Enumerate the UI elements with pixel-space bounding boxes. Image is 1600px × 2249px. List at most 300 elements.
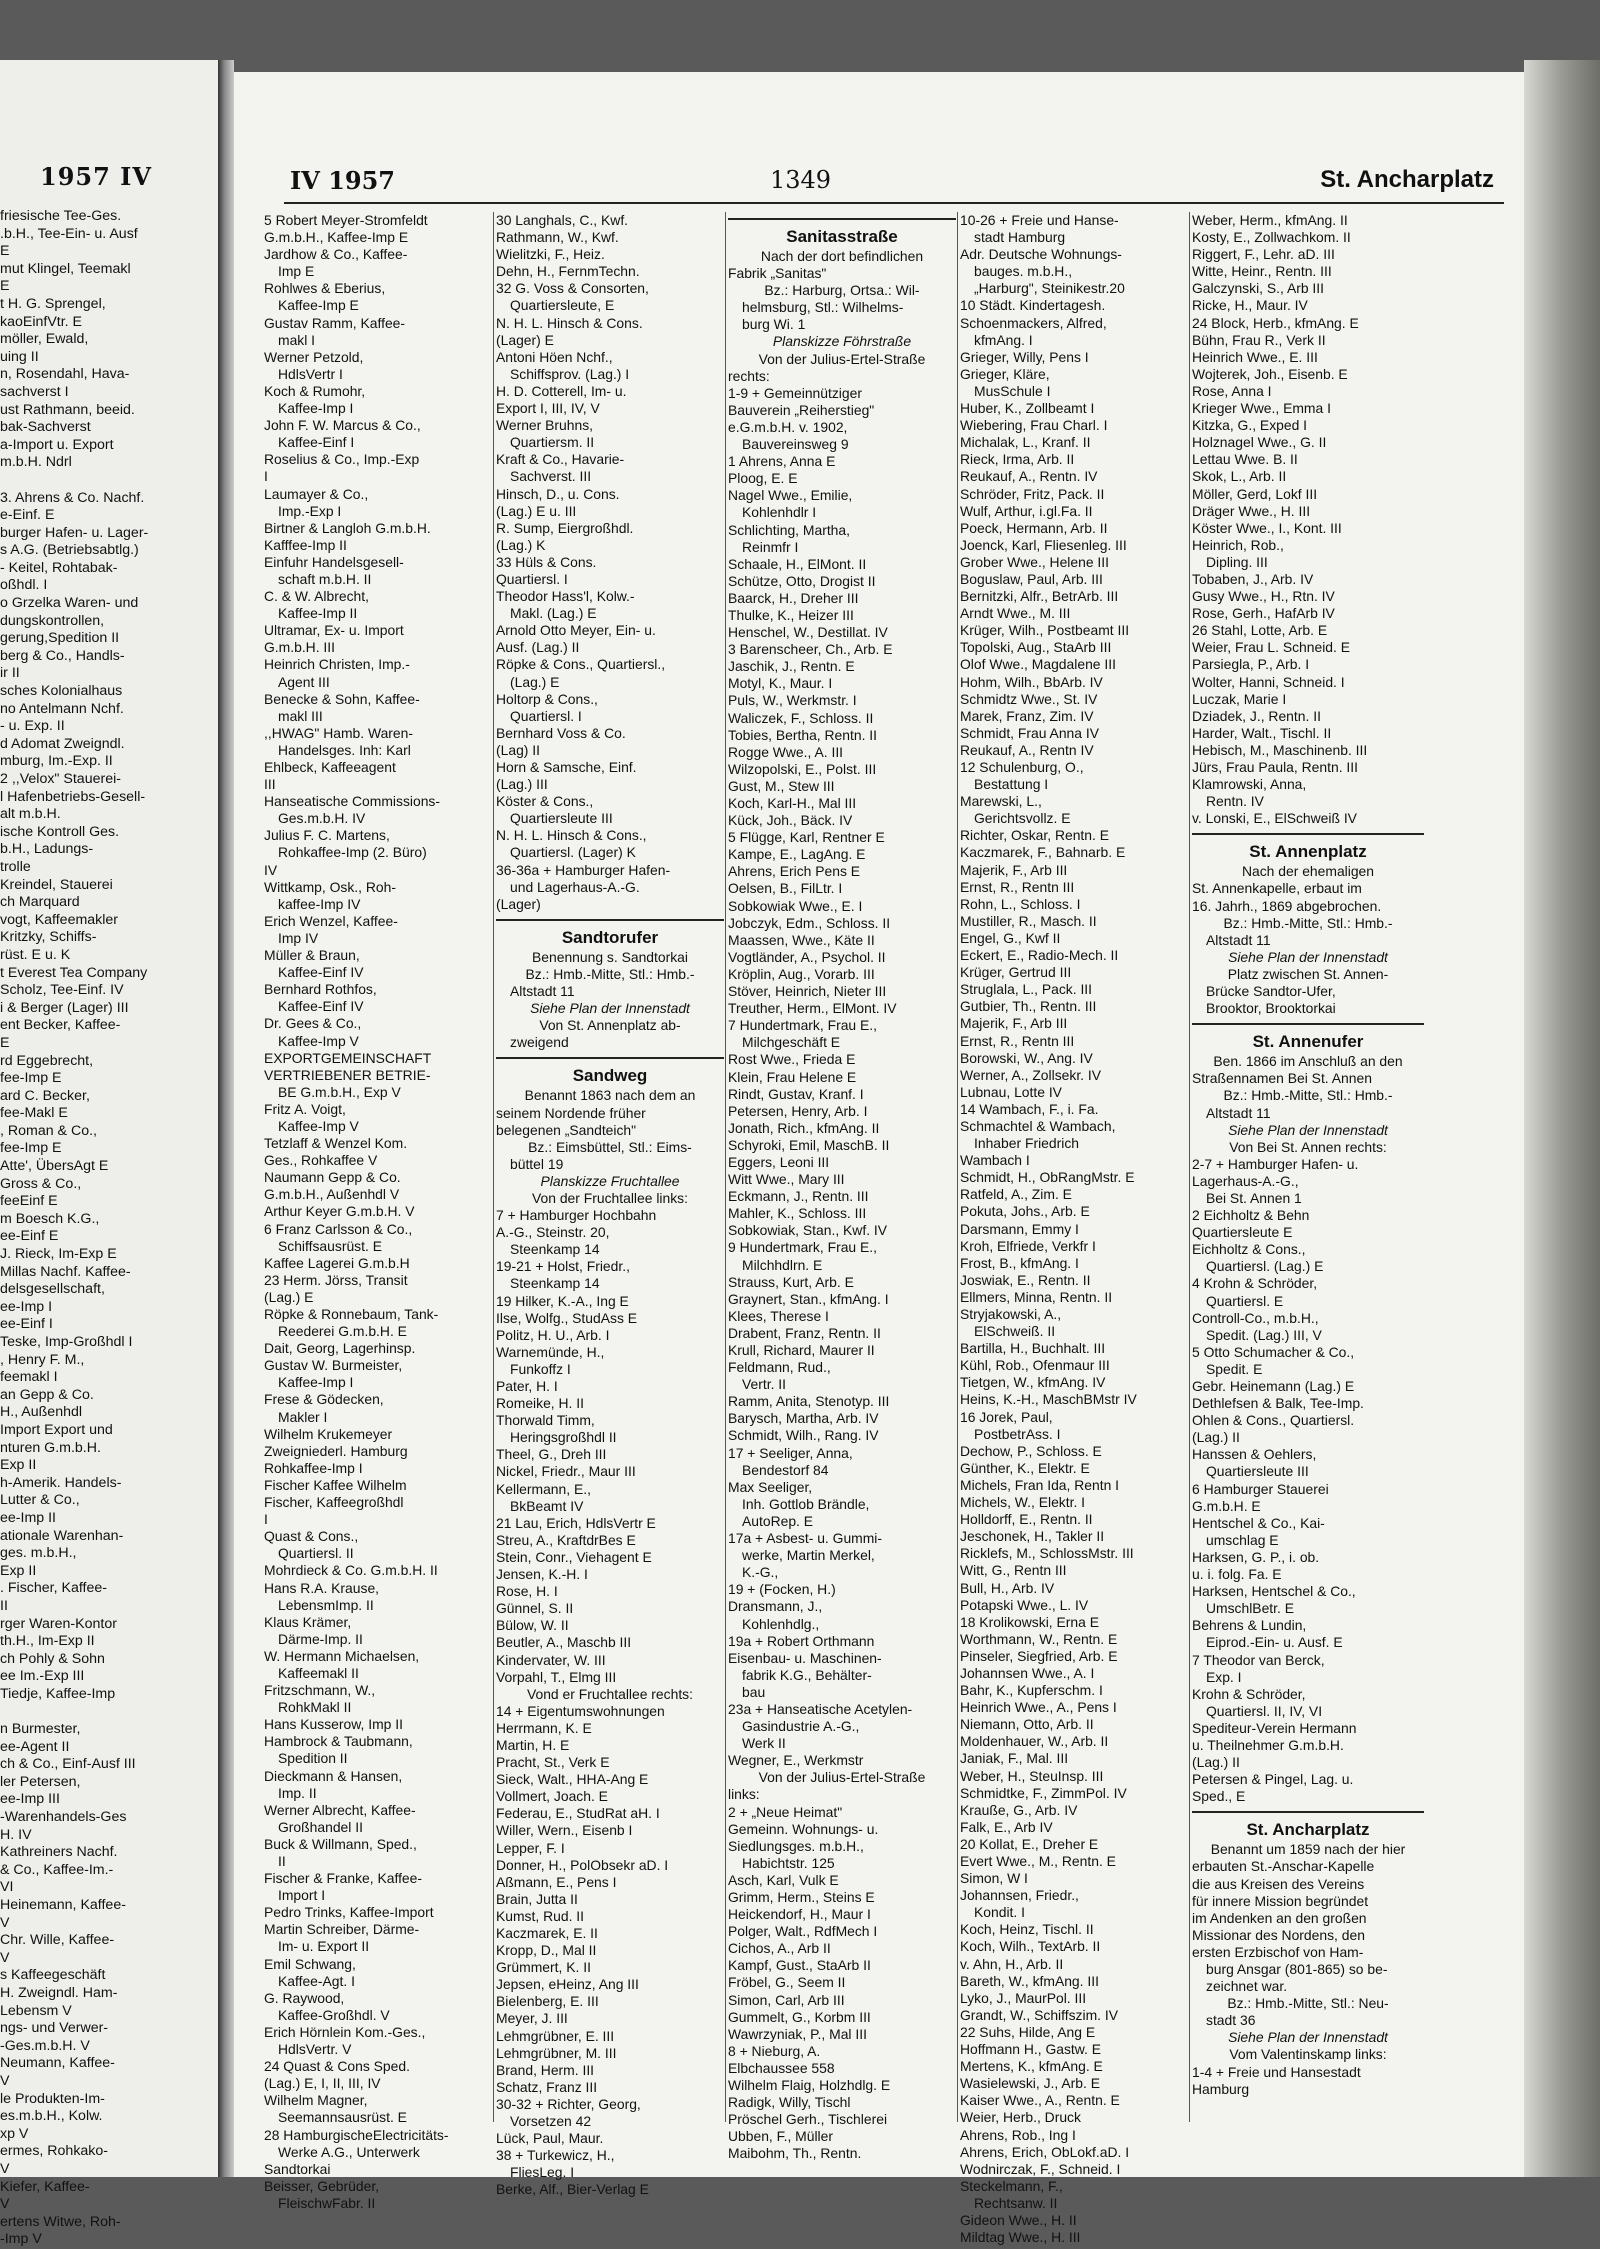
directory-entry-line: Kosty, E., Zollwachkom. II	[1192, 229, 1351, 246]
directory-entry-line: Spediteur-Verein Hermann	[1192, 1719, 1357, 1736]
directory-entry-line: Sobkowiak Wwe., E. I	[728, 897, 863, 914]
directory-entry-line: Rechtsanw. II	[974, 2194, 1058, 2211]
directory-entry-line: Mohrdieck & Co. G.m.b.H. II	[264, 1562, 438, 1579]
directory-entry-line: Kaffee-Imp II	[278, 605, 358, 622]
directory-entry-line: Sachverst. III	[510, 468, 592, 485]
directory-entry-line: ,,HWAG" Hamb. Waren-	[264, 724, 413, 741]
directory-entry-line: Quartiersleute III	[1206, 1463, 1309, 1480]
left-page-line: n, Rosendahl, Hava-	[0, 366, 130, 383]
directory-entry-line: Dehn, H., FernmTechn.	[496, 263, 640, 280]
directory-entry-line: Altstadt 11	[1206, 931, 1271, 948]
left-page-line: ationale Warenhan-	[0, 1527, 124, 1544]
directory-entry-line: 2 + „Neue Heimat"	[728, 1803, 843, 1820]
directory-entry-line: Boguslaw, Paul, Arb. III	[960, 570, 1103, 587]
directory-entry-line: Fischer & Franke, Kaffee-	[264, 1870, 423, 1887]
directory-entry-line: 38 + Turkewicz, H.,	[496, 2147, 615, 2164]
left-page-line: Atte', ÜbersAgt E	[0, 1158, 109, 1175]
directory-entry-line: Funkoffz I	[510, 1360, 571, 1377]
directory-entry-line: Gerichtsvollz. E	[974, 810, 1071, 827]
directory-entry-line: Milchgeschäft E	[742, 1034, 841, 1051]
directory-entry-line: Eichholtz & Cons.,	[1192, 1241, 1306, 1258]
directory-entry-line: Tobaben, J., Arb. IV	[1192, 570, 1314, 587]
left-page-line: ee-Einf I	[0, 1316, 53, 1333]
directory-entry-line: Kaffeemakl II	[278, 1664, 359, 1681]
directory-entry-line: Bartilla, H., Buchhalt. III	[960, 1340, 1106, 1357]
directory-entry-line: Vertr. II	[742, 1376, 787, 1393]
directory-entry-line: Müller & Braun,	[264, 947, 360, 964]
directory-entry-line: Petersen & Pingel, Lag. u.	[1192, 1771, 1354, 1788]
directory-entry-line: Quartiersl. (Lag.) E	[1206, 1258, 1324, 1275]
directory-entry-line: Rohkaffee-Imp (2. Büro)	[278, 844, 427, 861]
directory-entry-line: Weier, Herb., Druck	[960, 2109, 1081, 2126]
directory-entry-line: 21 Lau, Erich, HdlsVertr E	[496, 1514, 656, 1531]
directory-entry-line: Hinsch, D., u. Cons.	[496, 485, 620, 502]
directory-entry-line: Galczynski, S., Arb III	[1192, 280, 1325, 297]
directory-entry-line: (Lag.) K	[496, 536, 546, 553]
directory-entry-line: Spedit. E	[1206, 1360, 1263, 1377]
directory-entry-line: 19-21 + Holst, Friedr.,	[496, 1258, 630, 1275]
directory-entry-line: Köster & Cons.,	[496, 793, 594, 810]
directory-entry-line: Gebr. Heinemann (Lag.) E	[1192, 1378, 1355, 1394]
directory-entry-line: Spedit. (Lag.) III, V	[1206, 1326, 1322, 1343]
directory-entry-line: Grober Wwe., Helene III	[960, 553, 1109, 570]
street-note: Platz zwischen St. Annen-	[1227, 965, 1389, 982]
directory-entry-line: Topolski, Aug., StaArb III	[960, 639, 1112, 656]
directory-entry-line: Parsiegla, P., Arb. I	[1192, 656, 1310, 673]
directory-entry-line: 9 Hundertmark, Frau E.,	[728, 1239, 877, 1256]
directory-entry-line: e.G.m.b.H. v. 1902,	[728, 418, 848, 435]
directory-entry-line: Stein, Conr., Viehagent E	[496, 1548, 652, 1565]
directory-entry-line: Bielenberg, E. III	[496, 1993, 599, 2010]
directory-entry-line: Lück, Paul, Maur.	[496, 2130, 604, 2147]
directory-entry-line: (Lag.) E u. III	[496, 502, 577, 519]
directory-entry-line: Antoni Höen Nchf.,	[496, 348, 613, 365]
directory-entry-line: Emil Schwang,	[264, 1955, 356, 1972]
left-page-line: -Imp V	[0, 2231, 42, 2248]
directory-entry-line: Stöver, Heinrich, Nieter III	[728, 983, 887, 1000]
directory-entry-line: Drabent, Franz, Rentn. II	[728, 1324, 881, 1341]
directory-entry-line: Skok, L., Arb. II	[1192, 468, 1287, 485]
directory-entry-line: Brand, Herm. III	[496, 2061, 595, 2078]
street-note: Benannt um 1859 nach der hier	[1210, 1841, 1406, 1858]
directory-entry-line: Schütze, Otto, Drogist II	[728, 572, 876, 589]
directory-entry-line: links:	[728, 1786, 760, 1803]
directory-entry-line: Michels, Fran Ida, Rentn I	[960, 1476, 1120, 1493]
directory-entry-line: Schyroki, Emil, MaschB. II	[728, 1136, 890, 1153]
directory-entry-line: Grandt, W., Schiffszim. IV	[960, 2006, 1118, 2023]
directory-entry-line: Krull, Richard, Maurer II	[728, 1342, 875, 1358]
left-page	[0, 60, 221, 2248]
directory-entry-line: „Harburg", Steinikestr.20	[974, 280, 1125, 297]
left-page-line: s A.G. (Betriebsabtlg.)	[0, 542, 139, 559]
left-page-line	[0, 1703, 214, 1721]
directory-entry-line: Dräger Wwe., H. III	[1192, 502, 1311, 519]
directory-entry-line: 18 Krolikowski, Erna E	[960, 1613, 1099, 1630]
left-page-line: e-Einf. E	[0, 507, 55, 524]
directory-entry-line: Kaffee-Agt. I	[278, 1972, 355, 1989]
directory-entry-line: belegenen „Sandteich"	[496, 1121, 637, 1138]
directory-entry-line: Möller, Gerd, Lokf III	[1192, 485, 1318, 502]
page-number: 1349	[770, 166, 832, 194]
directory-entry-line: Kindervater, W. III	[496, 1651, 606, 1668]
directory-entry-line: Quartiersleute III	[510, 810, 613, 827]
left-page-line: d Adomat Zweigndl.	[0, 735, 125, 752]
directory-entry-line: Pinseler, Siegfried, Arb. E	[960, 1647, 1118, 1664]
directory-entry-line: Richter, Oskar, Rentn. E	[960, 827, 1109, 844]
left-page-line: ent Becker, Kaffee-	[0, 1017, 121, 1034]
directory-entry-line: Harder, Walt., Tischl. II	[1192, 724, 1332, 741]
left-page-line: II	[0, 1597, 8, 1614]
left-page-line: feemakl I	[0, 1369, 58, 1386]
directory-entry-line: Heins, K.-H., MaschBMstr IV	[960, 1391, 1137, 1408]
directory-entry-line: Röpke & Ronnebaum, Tank-	[264, 1306, 439, 1322]
directory-entry-line: Bauvereinsweg 9	[742, 436, 849, 453]
directory-entry-line: Fischer Kaffee Wilhelm	[264, 1476, 407, 1493]
directory-entry-line: Rose, H. I	[496, 1583, 558, 1600]
directory-entry-line: Wilhelm Krukemeyer	[264, 1425, 393, 1442]
directory-entry-line: Kaffee-Imp V	[278, 1032, 359, 1049]
directory-entry-line: 16 Jorek, Paul,	[960, 1408, 1053, 1425]
directory-entry-line: Bestattung I	[974, 776, 1049, 793]
directory-entry-line: R. Sump, Eiergroßhdl.	[496, 519, 634, 536]
directory-entry-line: Erich Hörnlein Kom.-Ges.,	[264, 2023, 426, 2040]
directory-entry-line: Quartiersl. II, IV, VI	[1206, 1702, 1323, 1719]
directory-entry-line: K.-G.,	[742, 1564, 779, 1581]
directory-entry-line: Witte, Heinr., Rentn. III	[1192, 263, 1332, 280]
directory-entry-line: Julius F. C. Martens,	[264, 827, 390, 844]
left-page-line: ee-Agent II	[0, 1738, 70, 1755]
directory-entry-line: Aßmann, E., Pens I	[496, 1873, 617, 1890]
directory-entry-line: Majerik, F., Arb III	[960, 1015, 1068, 1032]
directory-entry-line: MusSchule I	[974, 382, 1051, 399]
directory-entry-line: Fritzschmann, W.,	[264, 1682, 376, 1699]
directory-entry-line: Ultramar, Ex- u. Import	[264, 622, 404, 639]
directory-entry-line: Krüger, Gertrud III	[960, 964, 1072, 981]
directory-column-4	[960, 212, 1188, 2246]
directory-entry-line: Mertens, K., kfmAng. E	[960, 2058, 1103, 2075]
directory-entry-line: Olof Wwe., Magdalene III	[960, 656, 1116, 673]
left-page-line: ch & Co., Einf-Ausf III	[0, 1756, 136, 1773]
directory-entry-line: Ricke, H., Maur. IV	[1192, 297, 1308, 314]
street-note: Bz.: Hmb.-Mitte, Stl.: Neu-	[1227, 1995, 1389, 2012]
column-divider	[957, 212, 958, 2122]
directory-entry-line: Eggers, Leoni III	[728, 1153, 830, 1170]
directory-entry-line: 1-4 + Freie und Hansestadt	[1192, 2063, 1361, 2080]
directory-entry-line: Sobkowiak, Stan., Kwf. IV	[728, 1222, 888, 1239]
directory-entry-line: Bendestorf 84	[742, 1461, 829, 1478]
directory-entry-line: Streu, A., KraftdrBes E	[496, 1531, 636, 1548]
directory-entry-line: Schmidtke, F., ZimmPol. IV	[960, 1784, 1127, 1801]
directory-entry-line: bau	[742, 1683, 766, 1700]
directory-entry-line: W. Hermann Michaelsen,	[264, 1647, 420, 1664]
directory-entry-line: Inhaber Friedrich	[974, 1135, 1080, 1152]
directory-entry-line: Export I, III, IV, V	[496, 400, 600, 417]
directory-entry-line: Grimm, Herm., Steins E	[728, 1889, 875, 1905]
directory-entry-line: Kohlenhdlg.,	[742, 1615, 820, 1632]
directory-entry-line: Roselius & Co., Imp.-Exp	[264, 451, 420, 468]
directory-entry-line: Kondit. I	[974, 1904, 1025, 1921]
left-page-line: kaoEinfVtr. E	[0, 313, 83, 330]
directory-entry-line: Tetzlaff & Wenzel Kom.	[264, 1135, 408, 1152]
directory-entry-line: Marek, Franz, Zim. IV	[960, 707, 1094, 724]
directory-entry-line: 14 + Eigentumswohnungen	[496, 1702, 665, 1719]
directory-entry-line: Luczak, Marie I	[1192, 690, 1287, 707]
left-page-line: ard C. Becker,	[0, 1087, 90, 1104]
directory-entry-line: Frost, B., kfmAng. I	[960, 1254, 1079, 1271]
directory-entry-line: Röpke & Cons., Quartiersl.,	[496, 656, 666, 673]
directory-entry-line: Wolter, Hanni, Schneid. I	[1192, 673, 1345, 690]
directory-entry-line: Lepper, F. I	[496, 1839, 565, 1856]
directory-entry-line: Kaffee-Einf I	[278, 434, 355, 451]
directory-entry-line: Spedition II	[278, 1750, 348, 1767]
directory-entry-line: Cichos, A., Arb II	[728, 1940, 831, 1957]
directory-entry-line: Quartiersl. (Lager) K	[510, 844, 636, 861]
directory-entry-line: Dechow, P., Schloss. E	[960, 1442, 1102, 1459]
directory-entry-line: Engel, G., Kwf II	[960, 929, 1061, 946]
directory-entry-line: büttel 19	[510, 1155, 564, 1172]
directory-entry-line: umschlag E	[1206, 1531, 1279, 1548]
directory-entry-line: stadt Hamburg	[974, 229, 1066, 246]
directory-entry-line: Krauße, G., Arb. IV	[960, 1801, 1078, 1818]
directory-entry-line: stadt 36	[1206, 2012, 1256, 2029]
directory-entry-line: Inh. Gottlob Brändle,	[742, 1495, 870, 1512]
directory-entry-line: Gust, M., Stew III	[728, 777, 835, 794]
street-heading: Sandweg	[496, 1057, 724, 1087]
directory-entry-line: Ges., Rohkaffee V	[264, 1152, 378, 1169]
directory-entry-line: 6 Hamburger Stauerei	[1192, 1480, 1329, 1497]
directory-entry-line: Wasielewski, J., Arb. E	[960, 2075, 1100, 2092]
directory-entry-line: Kück, Joh., Bäck. IV	[728, 812, 853, 829]
left-page-line: ch Pohly & Sohn	[0, 1650, 105, 1667]
directory-entry-line: Theodor Hass'l, Kolw.-	[496, 588, 635, 605]
left-page-line: Millas Nachf. Kaffee-	[0, 1263, 131, 1280]
directory-entry-line: Quartiersm. II	[510, 434, 595, 451]
directory-entry-line: Sped., E	[1192, 1788, 1246, 1805]
street-note: Nach der ehemaligen	[1241, 863, 1375, 880]
directory-entry-line: I	[264, 468, 268, 485]
directory-entry-line: Janiak, F., Mal. III	[960, 1750, 1069, 1767]
directory-entry-line: Bareth, W., kfmAng. III	[960, 1972, 1099, 1989]
directory-entry-line: Wilzopolski, E., Polst. III	[728, 760, 877, 777]
directory-entry-line: (Lag) II	[496, 741, 541, 758]
directory-entry-line: Controll-Co., m.b.H.,	[1192, 1309, 1319, 1326]
directory-entry-line: G.m.b.H. III	[264, 639, 336, 656]
directory-entry-line: Eckmann, J., Rentn. III	[728, 1188, 869, 1205]
left-page-line: t H. G. Sprengel,	[0, 295, 106, 312]
directory-entry-line: Klees, Therese I	[728, 1307, 829, 1324]
directory-entry-line: Kohlenhdlr I	[742, 504, 817, 521]
left-page-header: 1957 IV	[40, 162, 152, 191]
left-page-line: ee-Imp III	[0, 1791, 60, 1808]
left-page-line: ch Marquard	[0, 894, 80, 911]
directory-entry-line: 26 Stahl, Lotte, Arb. E	[1192, 622, 1328, 639]
directory-entry-line: 2 Eichholtz & Behn	[1192, 1207, 1310, 1224]
directory-entry-line: Lettau Wwe. B. II	[1192, 451, 1298, 468]
directory-entry-line: Werner Petzold,	[264, 348, 364, 365]
directory-entry-line: Im- u. Export II	[278, 1938, 370, 1955]
left-page-line: ngs- und Verwer-	[0, 2020, 109, 2037]
directory-entry-line: Heinrich Wwe., A., Pens I	[960, 1699, 1117, 1716]
directory-entry-line: Johannsen, Friedr.,	[960, 1887, 1079, 1904]
left-page-line: J. Rieck, Im-Exp E	[0, 1246, 117, 1263]
directory-entry-line: Kaczmarek, E. II	[496, 1925, 598, 1941]
directory-entry-line: Borowski, W., Ang. IV	[960, 1049, 1093, 1066]
directory-entry-line: Ohlen & Cons., Quartiersl.	[1192, 1412, 1355, 1429]
left-page-line: , Henry F. M.,	[0, 1351, 85, 1368]
directory-entry-line: Reukauf, A., Rentn. IV	[960, 468, 1098, 485]
street-note: Bz.: Eimsbüttel, Stl.: Eims-	[528, 1138, 692, 1155]
directory-entry-line: Rose, Anna I	[1192, 382, 1272, 399]
directory-entry-line: Bernhard Rothfos,	[264, 981, 377, 998]
directory-entry-line: AutoRep. E	[742, 1512, 814, 1529]
directory-entry-line: 30-32 + Richter, Georg,	[496, 2095, 641, 2112]
left-page-line: ust Rathmann, beeid.	[0, 401, 135, 418]
directory-entry-line: Behrens & Lundin,	[1192, 1617, 1307, 1634]
directory-entry-line: Buck & Willmann, Sped.,	[264, 1835, 417, 1852]
directory-entry-line: (Lag.) E	[264, 1288, 314, 1305]
directory-entry-line: Krieger Wwe., Emma I	[1192, 400, 1331, 417]
left-page-line: E	[0, 1034, 10, 1051]
directory-column-1	[264, 212, 492, 2211]
directory-entry-line: Martin Schreiber, Därme-	[264, 1921, 420, 1938]
directory-entry-line: Lehmgrübner, M. III	[496, 2044, 617, 2061]
directory-entry-line: RohkMakl II	[278, 1699, 352, 1716]
left-page-line: i & Berger (Lager) III	[0, 999, 129, 1016]
directory-entry-line: Bülow, W. II	[496, 1617, 569, 1634]
left-page-line: .b.H., Tee-Ein- u. Ausf	[0, 225, 138, 242]
left-page-line: rüst. E u. K	[0, 946, 71, 963]
directory-entry-line: Radigk, Willy, Tischl	[728, 2094, 851, 2111]
left-page-line: l Hafenbetriebs-Gesell-	[0, 788, 146, 805]
directory-entry-line: Naumann Gepp & Co.	[264, 1169, 401, 1186]
plan-reference: Siehe Plan der Innenstadt	[1228, 1121, 1388, 1138]
directory-entry-line: Jeschonek, H., Takler II	[960, 1528, 1105, 1545]
directory-entry-line: Großhandel II	[278, 1818, 363, 1835]
directory-entry-line: Hoffmann H., Gastw. E	[960, 2041, 1102, 2058]
directory-entry-line: Steckelmann, F.,	[960, 2177, 1063, 2194]
directory-entry-line: Steenkamp 14	[510, 1241, 600, 1258]
directory-entry-line: Fabrik „Sanitas"	[728, 265, 827, 282]
directory-entry-line: Rose, Gerh., HafArb IV	[1192, 605, 1335, 622]
directory-entry-line: Worthmann, W., Rentn. E	[960, 1630, 1118, 1647]
directory-entry-line: Jürs, Frau Paula, Rentn. III	[1192, 759, 1358, 775]
directory-entry-line: BE G.m.b.H., Exp V	[278, 1083, 401, 1100]
left-page-line: ee Im.-Exp III	[0, 1668, 85, 1685]
directory-entry-line: Schiffsausrüst. E	[278, 1237, 382, 1254]
left-page-line: -Warenhandels-Ges	[0, 1809, 127, 1826]
directory-entry-line: Ahrens, Rob., Ing I	[960, 2126, 1076, 2143]
directory-entry-line: Kafffee-Imp II	[264, 536, 347, 553]
directory-entry-line: Quartiersl. E	[1206, 1292, 1284, 1309]
directory-entry-line: Dziadek, J., Rentn. II	[1192, 707, 1321, 724]
directory-column-5	[1192, 212, 1424, 2132]
directory-entry-line: Dieckmann & Hansen,	[264, 1767, 403, 1784]
directory-entry-line: die aus Kreisen des Vereins	[1192, 1875, 1365, 1892]
directory-entry-line: Gustav W. Burmeister,	[264, 1357, 403, 1374]
directory-entry-line: Harksen, Hentschel & Co.,	[1192, 1583, 1356, 1600]
directory-entry-line: burg Wi. 1	[742, 316, 806, 333]
directory-entry-line: u. i. folg. Fa. E	[1192, 1566, 1282, 1583]
directory-entry-line: 32 G. Voss & Consorten,	[496, 280, 649, 297]
directory-entry-line: Reinmfr I	[742, 538, 799, 555]
directory-entry-line: Kaffee-Imp E	[278, 297, 359, 314]
directory-entry-line: schaft m.b.H. II	[278, 570, 372, 587]
directory-entry-line: 33 Hüls & Cons.	[496, 553, 597, 570]
directory-entry-line: Lubnau, Lotte IV	[960, 1083, 1062, 1100]
directory-entry-line: Gustav Ramm, Kaffee-	[264, 314, 406, 331]
left-page-line: an Gepp & Co.	[0, 1386, 94, 1403]
directory-entry-line: Sandtorkai	[264, 2160, 331, 2177]
directory-entry-line: Imp IV	[278, 929, 319, 946]
directory-entry-line: Ausf. (Lag.) II	[496, 639, 580, 656]
directory-entry-line: Handelsges. Inh: Karl	[278, 741, 411, 758]
directory-entry-line: Wojterek, Joh., Eisenb. E	[1192, 365, 1348, 382]
directory-entry-line: Tobies, Bertha, Rentn. II	[728, 726, 878, 743]
directory-entry-line: seinem Nordende früher	[496, 1104, 646, 1121]
directory-entry-line: Joenck, Karl, Fliesenleg. III	[960, 536, 1127, 553]
directory-entry-line: rechts:	[728, 367, 770, 384]
directory-entry-line: Grümmert, K. II	[496, 1959, 591, 1976]
directory-entry-line: Graynert, Stan., kfmAng. I	[728, 1290, 889, 1307]
directory-entry-line: Kellermann, E.,	[496, 1480, 591, 1497]
directory-entry-line: Dipling. III	[1206, 553, 1268, 570]
directory-entry-line: 7 + Hamburger Hochbahn	[496, 1207, 657, 1224]
directory-entry-line: Kampe, E., LagAng. E	[728, 846, 866, 863]
directory-entry-line: im Andenken an den großen	[1192, 1909, 1367, 1926]
directory-entry-line: Berke, Alf., Bier-Verlag E	[496, 2181, 649, 2198]
directory-entry-line: Vorsetzen 42	[510, 2113, 592, 2130]
directory-entry-line: Kroh, Elfriede, Verkfr I	[960, 1237, 1096, 1254]
directory-entry-line: 1 Ahrens, Anna E	[728, 453, 836, 470]
plan-reference: Siehe Plan der Innenstadt	[1228, 948, 1388, 965]
left-page-line: Kreindel, Stauerei	[0, 876, 113, 893]
left-page-line: mburg, Im.-Exp. II	[0, 753, 113, 770]
directory-entry-line: Polger, Walt., RdfMech I	[728, 1923, 878, 1940]
directory-entry-line: Bernhard Voss & Co.	[496, 724, 626, 741]
directory-entry-line: Laumayer & Co.,	[264, 485, 369, 502]
directory-entry-line: Jobczyk, Edm., Schloss. II	[728, 914, 891, 931]
directory-entry-line: Koch, Heinz, Tischl. II	[960, 1921, 1094, 1938]
directory-entry-line: Potapski Wwe., L. IV	[960, 1596, 1089, 1613]
directory-entry-line: Huber, K., Zollbeamt I	[960, 400, 1095, 417]
directory-entry-line: Ploog, E. E	[728, 470, 798, 487]
directory-entry-line: Gemeinn. Wohnungs- u.	[728, 1820, 879, 1837]
directory-entry-line: Holldorff, E., Rentn. II	[960, 1511, 1093, 1528]
directory-entry-line: 12 Schulenburg, O.,	[960, 759, 1084, 775]
directory-entry-line: Dransmann, J.,	[728, 1598, 823, 1615]
directory-entry-line: Bernitzki, Alfr., BetrArb. III	[960, 588, 1119, 605]
directory-entry-line: u. Theilnehmer G.m.b.H.	[1192, 1736, 1344, 1753]
left-page-line: Chr. Wille, Kaffee-	[0, 1932, 115, 1949]
left-page-line: ler Petersen,	[0, 1773, 81, 1790]
left-page-line: Import Export und	[0, 1421, 113, 1438]
left-page-line: o Grzelka Waren- und	[0, 595, 139, 612]
directory-entry-line: Imp E	[278, 263, 315, 280]
directory-entry-line: Zweigniederl. Hamburg	[264, 1442, 408, 1459]
directory-entry-line: N. H. L. Hinsch & Cons.,	[496, 827, 647, 844]
street-note: Benennung s. Sandtorkai	[532, 948, 688, 965]
street-note: Bz.: Hmb.-Mitte, Stl.: Hmb.-	[1223, 914, 1393, 931]
left-page-line: V	[0, 2196, 10, 2213]
directory-entry-line: Schmidt, Wilh., Rang. IV	[728, 1427, 879, 1444]
directory-entry-line: v. Lonski, E., ElSchweiß IV	[1192, 810, 1357, 827]
directory-entry-line: LebensmImp. II	[278, 1596, 374, 1613]
left-page-line: ee-Einf E	[0, 1228, 59, 1245]
directory-entry-line: Kröplin, Aug., Vorarb. III	[728, 965, 875, 982]
left-page-line: Exp II	[0, 1457, 37, 1474]
directory-entry-line: Siedlungsges. m.b.H.,	[728, 1837, 864, 1854]
directory-entry-line: Evert Wwe., M., Rentn. E	[960, 1853, 1116, 1869]
